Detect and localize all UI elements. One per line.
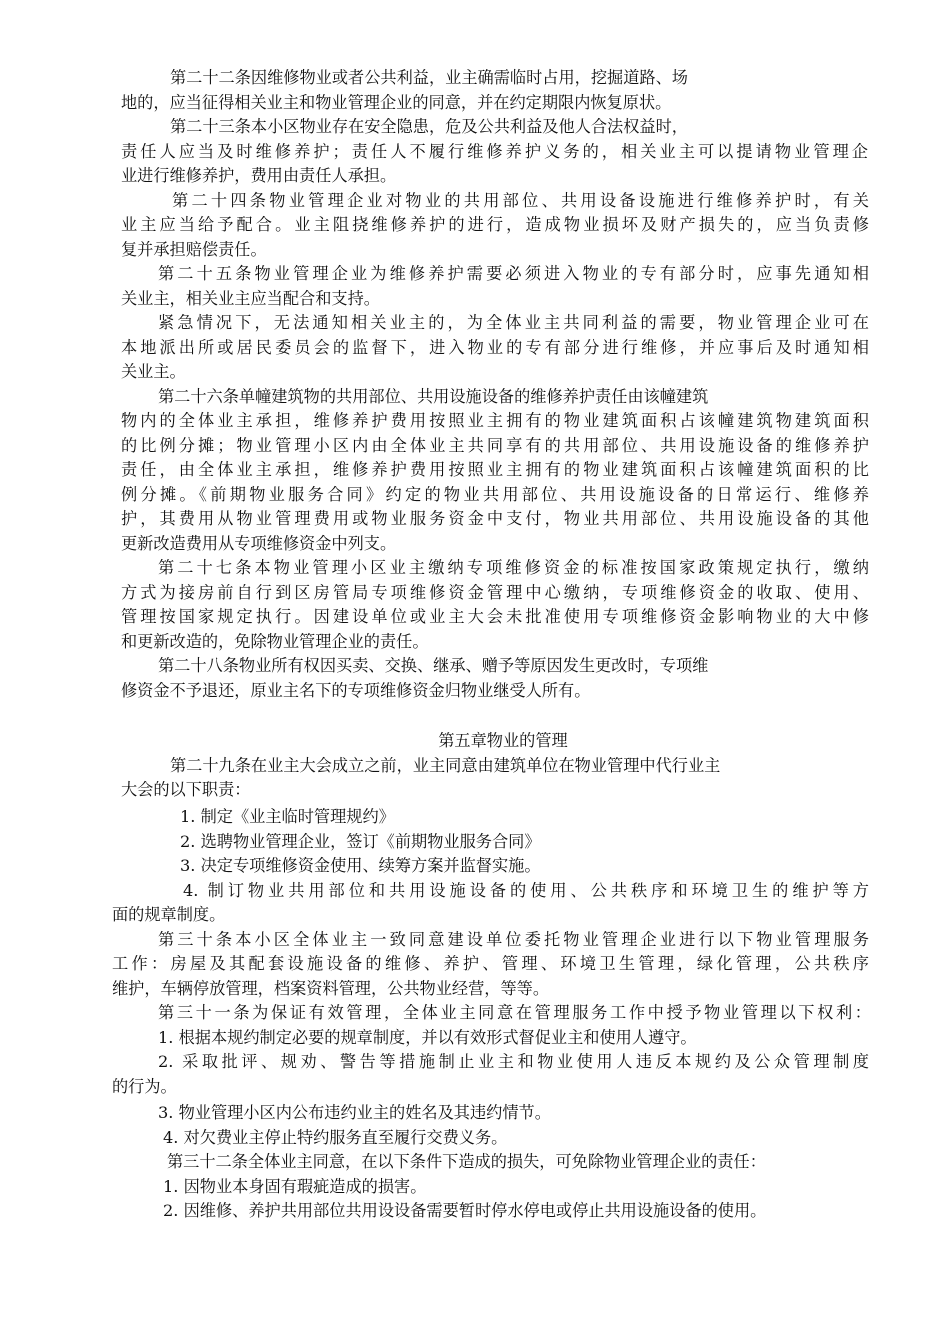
text-line: 业主应当给予配合。业主阻挠维修养护的进行，造成物业损坏及财产损失的，应当负责修 xyxy=(121,215,869,234)
text-line: 修资金不予退还，原业主名下的专项维修资金归物业继受人所有。 xyxy=(121,681,591,700)
list-item: 3. 决定专项维修资金使用、续筹方案并监督实施。 xyxy=(180,856,541,875)
text-line: 紧急情况下，无法通知相关业主的，为全体业主共同利益的需要，物业管理企业可在 xyxy=(158,313,869,332)
text-line: 第二十八条物业所有权因买卖、交换、继承、赠予等原因发生更改时，专项维 xyxy=(158,656,709,675)
text-line: 关业主。 xyxy=(121,362,186,381)
text-line: 复并承担赔偿责任。 xyxy=(121,240,267,259)
text-line: 例分摊。《前期物业服务合同》约定的物业共用部位、共用设施设备的日常运行、维修养 xyxy=(121,485,869,504)
text-line: 第二十三条本小区物业存在安全隐患，危及公共利益及他人合法权益时， xyxy=(170,117,688,136)
list-item: 1. 因物业本身固有瑕疵造成的损害。 xyxy=(163,1177,427,1196)
text-line: 第二十四条物业管理企业对物业的共用部位、共用设备设施进行维修养护时，有关 xyxy=(172,191,869,210)
text-line: 第二十二条因维修物业或者公共利益，业主确需临时占用，挖掘道路、场 xyxy=(170,68,688,87)
text-line: 第三十条本小区全体业主一致同意建设单位委托物业管理企业进行以下物业管理服务 xyxy=(158,930,869,949)
text-line: 工作：房屋及其配套设施设备的维修、养护、管理、环境卫生管理，绿化管理，公共秩序 xyxy=(112,954,869,973)
text-line: 第二十五条物业管理企业为维修养护需要必须进入物业的专有部分时，应事先通知相 xyxy=(158,264,869,283)
text-line: 关业主，相关业主应当配合和支持。 xyxy=(121,289,380,308)
text-line: 本地派出所或居民委员会的监督下，进入物业的专有部分进行维修，并应事后及时通知相 xyxy=(121,338,869,357)
text-line: 物内的全体业主承担，维修养护费用按照业主拥有的物业建筑面积占该幢建筑物建筑面积 xyxy=(121,411,869,430)
text-line: 方式为接房前自行到区房管局专项维修资金管理中心缴纳，专项维修资金的收取、使用、 xyxy=(121,583,869,602)
text-line: 的比例分摊；物业管理小区内由全体业主共同享有的共用部位、共用设施设备的维修养护 xyxy=(121,436,869,455)
list-item: 3. 物业管理小区内公布违约业主的姓名及其违约情节。 xyxy=(158,1103,551,1122)
text-line: 第二十九条在业主大会成立之前，业主同意由建筑单位在物业管理中代行业主 xyxy=(170,756,721,775)
list-item: 1. 根据本规约制定必要的规章制度，并以有效形式督促业主和使用人遵守。 xyxy=(158,1028,697,1047)
text-line: 第三十一条为保证有效管理，全体业主同意在管理服务工作中授予物业管理以下权利： xyxy=(158,1003,871,1022)
list-item: 2. 采取批评、规劝、警告等措施制止业主和物业使用人违反本规约及公众管理制度 xyxy=(158,1052,869,1071)
chapter-heading: 第五章物业的管理 xyxy=(438,731,568,750)
list-item: 4. 制订物业共用部位和共用设施设备的使用、公共秩序和环境卫生的维护等方 xyxy=(183,881,869,900)
text-line: 护，其费用从物业管理费用或物业服务资金中支付，物业共用部位、共用设施设备的其他 xyxy=(121,509,869,528)
text-line: 大会的以下职责： xyxy=(121,780,251,799)
text-line: 面的规章制度。 xyxy=(112,905,226,924)
text-line: 维护，车辆停放管理，档案资料管理，公共物业经营，等等。 xyxy=(112,979,550,998)
text-line: 的行为。 xyxy=(112,1077,177,1096)
text-line: 管理按国家规定执行。因建设单位或业主大会未批准使用专项维修资金影响物业的大中修 xyxy=(121,607,869,626)
list-item: 1. 制定《业主临时管理规约》 xyxy=(180,807,395,826)
text-line: 更新改造费用从专项维修资金中列支。 xyxy=(121,534,397,553)
list-item: 2. 因维修、养护共用部位共用设设备需要暂时停水停电或停止共用设施设备的使用。 xyxy=(163,1201,767,1220)
text-line: 地的，应当征得相关业主和物业管理企业的同意，并在约定期限内恢复原状。 xyxy=(121,93,672,112)
list-item: 4. 对欠费业主停止特约服务直至履行交费义务。 xyxy=(163,1128,508,1147)
text-line: 第三十二条全体业主同意，在以下条件下造成的损失，可免除物业管理企业的责任： xyxy=(167,1152,766,1171)
text-line: 第二十七条本物业管理小区业主缴纳专项维修资金的标准按国家政策规定执行，缴纳 xyxy=(158,558,869,577)
text-line: 责任，由全体业主承担，维修养护费用按照业主拥有的物业建筑面积占该幢建筑面积的比 xyxy=(121,460,869,479)
list-item: 2. 选聘物业管理企业，签订《前期物业服务合同》 xyxy=(180,832,541,851)
text-line: 业进行维修养护，费用由责任人承担。 xyxy=(121,166,397,185)
text-line: 和更新改造的，免除物业管理企业的责任。 xyxy=(121,632,429,651)
text-line: 责任人应当及时维修养护；责任人不履行维修养护义务的，相关业主可以提请物业管理企 xyxy=(121,142,868,161)
text-line: 第二十六条单幢建筑物的共用部位、共用设施设备的维修养护责任由该幢建筑 xyxy=(158,387,709,406)
